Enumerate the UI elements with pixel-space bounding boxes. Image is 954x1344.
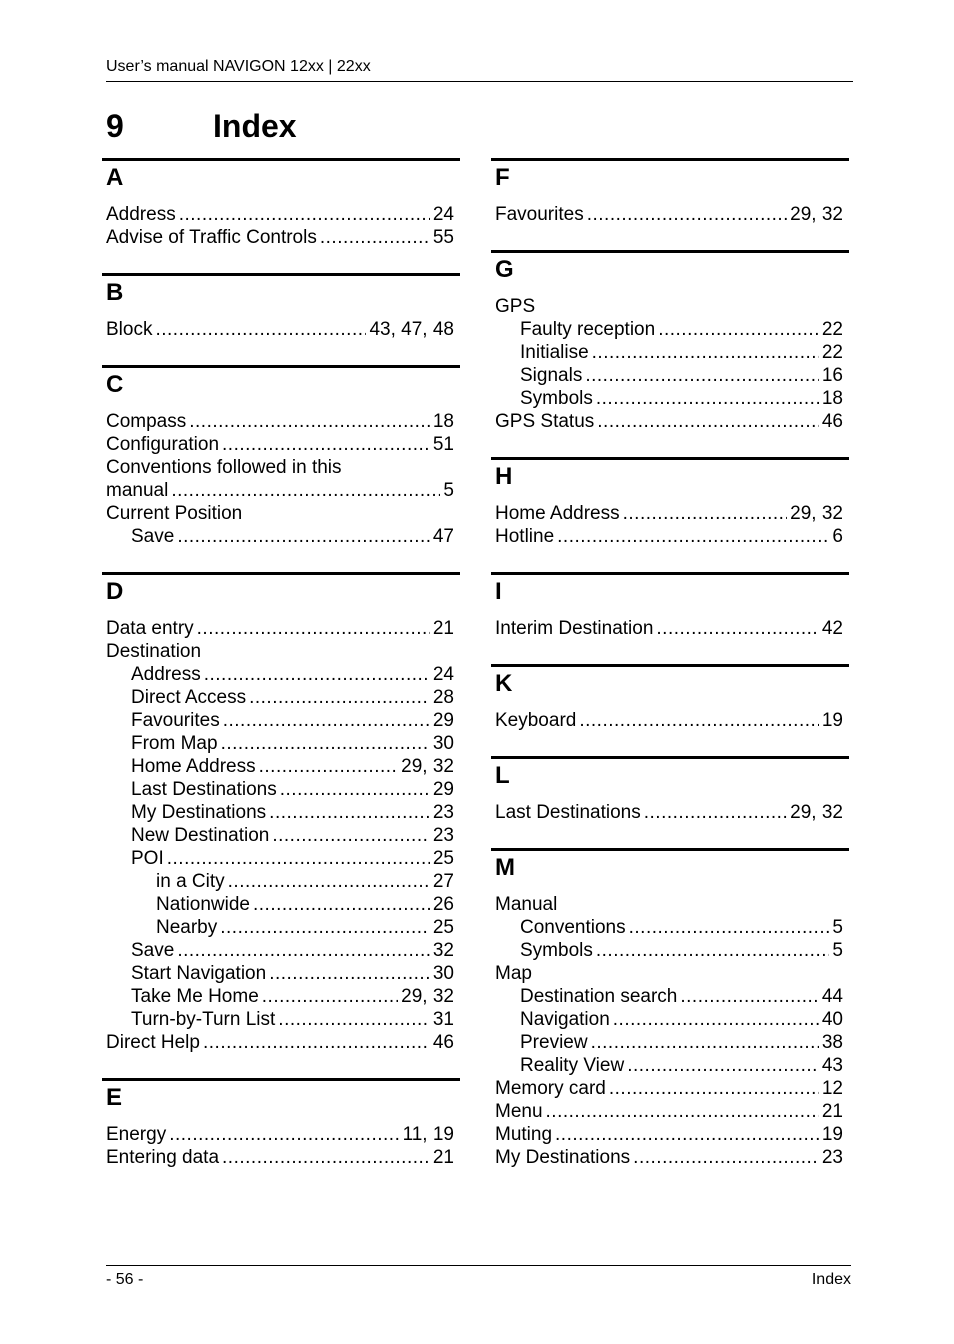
entry-term: Block xyxy=(106,319,153,340)
index-entry xyxy=(495,364,843,387)
entry-pages: 29 xyxy=(432,710,454,731)
index-entry xyxy=(495,410,843,433)
index-entry xyxy=(106,502,454,525)
index-entry xyxy=(106,663,454,686)
index-entry xyxy=(495,617,843,640)
entry-term: Save xyxy=(131,526,175,547)
entry-pages: 5 xyxy=(832,917,843,938)
index-entry xyxy=(106,433,454,456)
index-section-m xyxy=(491,848,849,1169)
index-entry xyxy=(106,893,454,916)
entry-term: Favourites xyxy=(131,710,220,731)
entry-pages: 31 xyxy=(432,1009,454,1030)
section-entries xyxy=(491,491,849,548)
entry-term: Symbols xyxy=(520,940,593,961)
dot-leader xyxy=(629,916,830,939)
section-letter: F xyxy=(495,164,510,191)
section-letter: C xyxy=(106,371,124,398)
dot-leader xyxy=(171,479,440,502)
entry-pages: 55 xyxy=(432,227,454,248)
entry-pages: 24 xyxy=(432,204,454,225)
entry-term: Favourites xyxy=(495,204,584,225)
section-letter: A xyxy=(106,164,124,191)
dot-leader xyxy=(220,916,430,939)
index-section-h xyxy=(491,457,849,548)
entry-term: Nationwide xyxy=(156,894,250,915)
entry-pages: 5 xyxy=(443,480,454,501)
entry-pages: 23 xyxy=(821,1147,843,1168)
entry-term: Entering data xyxy=(106,1147,220,1168)
dot-leader xyxy=(557,525,829,548)
entry-pages: 27 xyxy=(432,871,454,892)
dot-leader xyxy=(269,962,430,985)
entry-pages: 46 xyxy=(432,1032,454,1053)
index-entry xyxy=(106,755,454,778)
entry-pages: 25 xyxy=(432,848,454,869)
entry-term: Advise of Traffic Controls xyxy=(106,227,317,248)
section-letter: I xyxy=(495,578,502,605)
dot-leader xyxy=(579,709,819,732)
entry-term: Reality View xyxy=(520,1055,625,1076)
dot-leader xyxy=(585,364,819,387)
index-section-k xyxy=(491,664,849,732)
entry-term: Faulty reception xyxy=(520,319,656,340)
index-entry xyxy=(495,801,843,824)
section-letter: B xyxy=(106,279,124,306)
entry-pages: 43, 47, 48 xyxy=(369,319,454,340)
dot-leader xyxy=(221,732,430,755)
entry-pages: 42 xyxy=(821,618,843,639)
index-entry xyxy=(495,1123,843,1146)
entry-term: Direct Access xyxy=(131,687,247,708)
section-entries xyxy=(491,790,849,824)
dot-leader xyxy=(320,226,430,249)
dot-leader xyxy=(656,617,818,640)
entry-pages: 19 xyxy=(821,710,843,731)
index-entry xyxy=(106,410,454,433)
section-entries xyxy=(491,192,849,226)
index-entry xyxy=(495,916,843,939)
index-entry xyxy=(106,203,454,226)
index-entry xyxy=(106,479,454,502)
entry-pages: 22 xyxy=(821,342,843,363)
entry-term: Destination xyxy=(106,641,202,662)
dot-leader xyxy=(555,1123,819,1146)
entry-term: Direct Help xyxy=(106,1032,200,1053)
entry-term: Navigation xyxy=(520,1009,610,1030)
chapter-title: Index xyxy=(213,108,297,144)
entry-term: My Destinations xyxy=(495,1147,631,1168)
dot-leader xyxy=(223,709,430,732)
entry-term: Conventions xyxy=(520,917,626,938)
entry-term: Address xyxy=(106,204,176,225)
index-entry xyxy=(106,847,454,870)
entry-term: Symbols xyxy=(520,388,593,409)
index-entry xyxy=(106,709,454,732)
index-entry xyxy=(495,985,843,1008)
dot-leader xyxy=(644,801,787,824)
entry-pages: 47 xyxy=(432,526,454,547)
entry-pages: 44 xyxy=(821,986,843,1007)
index-entry xyxy=(106,801,454,824)
entry-term: POI xyxy=(131,848,164,869)
chapter-number: 9 xyxy=(106,108,124,144)
dot-leader xyxy=(249,686,430,709)
index-section-b xyxy=(102,273,460,341)
dot-leader xyxy=(592,341,819,364)
index-entry xyxy=(495,1077,843,1100)
dot-leader xyxy=(658,318,819,341)
index-section-f xyxy=(491,158,849,226)
entry-term: Signals xyxy=(520,365,583,386)
index-entry xyxy=(495,939,843,962)
entry-term: GPS xyxy=(495,296,536,317)
entry-pages: 29, 32 xyxy=(401,756,454,777)
dot-leader xyxy=(596,387,819,410)
entry-pages: 29, 32 xyxy=(401,986,454,1007)
index-entry xyxy=(106,640,454,663)
footer-section: Index xyxy=(811,1271,851,1288)
entry-pages: 46 xyxy=(821,411,843,432)
index-entry xyxy=(495,893,843,916)
index-entry xyxy=(495,318,843,341)
entry-pages: 29, 32 xyxy=(790,204,843,225)
entry-term: Start Navigation xyxy=(131,963,267,984)
entry-pages: 11, 19 xyxy=(402,1124,454,1145)
entry-term: Conventions followed in this xyxy=(106,457,342,478)
section-letter: D xyxy=(106,578,124,605)
entry-term: Memory card xyxy=(495,1078,606,1099)
dot-leader xyxy=(253,893,430,916)
entry-term: Interim Destination xyxy=(495,618,654,639)
dot-leader xyxy=(680,985,818,1008)
entry-pages: 32 xyxy=(432,940,454,961)
index-entry xyxy=(106,916,454,939)
dot-leader xyxy=(222,433,430,456)
entry-term: Save xyxy=(131,940,175,961)
entry-pages: 38 xyxy=(821,1032,843,1053)
index-entry xyxy=(106,686,454,709)
index-section-c xyxy=(102,365,460,548)
index-entry xyxy=(106,1146,454,1169)
index-entry xyxy=(495,295,843,318)
entry-term: Data entry xyxy=(106,618,194,639)
index-entry xyxy=(106,1031,454,1054)
entry-pages: 19 xyxy=(821,1124,843,1145)
entry-pages: 21 xyxy=(432,618,454,639)
entry-term: New Destination xyxy=(131,825,270,846)
page-number: - 56 - xyxy=(106,1271,144,1288)
section-entries xyxy=(102,192,460,249)
entry-pages: 18 xyxy=(821,388,843,409)
index-entry xyxy=(495,203,843,226)
index-column-left xyxy=(102,158,460,1169)
entry-pages: 30 xyxy=(432,733,454,754)
index-entry xyxy=(106,318,454,341)
dot-leader xyxy=(278,1008,430,1031)
section-entries xyxy=(491,606,849,640)
entry-term: Home Address xyxy=(131,756,256,777)
dot-leader xyxy=(262,985,398,1008)
dot-leader xyxy=(222,1146,430,1169)
dot-leader xyxy=(259,755,399,778)
section-letter: K xyxy=(495,670,513,697)
entry-pages: 26 xyxy=(432,894,454,915)
index-entry xyxy=(106,939,454,962)
dot-leader xyxy=(591,1031,819,1054)
entry-term: Keyboard xyxy=(495,710,577,731)
dot-leader xyxy=(627,1054,819,1077)
dot-leader xyxy=(228,870,430,893)
index-entry xyxy=(495,1031,843,1054)
dot-leader xyxy=(177,525,430,548)
index-entry xyxy=(106,456,454,479)
dot-leader xyxy=(189,410,430,433)
header-text: User’s manual NAVIGON 12xx | 22xx xyxy=(106,58,371,75)
index-entry xyxy=(106,1123,454,1146)
entry-term: Compass xyxy=(106,411,187,432)
entry-pages: 28 xyxy=(432,687,454,708)
index-entry xyxy=(495,341,843,364)
entry-pages: 29 xyxy=(432,779,454,800)
dot-leader xyxy=(597,410,819,433)
section-entries xyxy=(102,1112,460,1169)
section-entries xyxy=(491,882,849,1169)
index-entry xyxy=(495,1054,843,1077)
entry-pages: 43 xyxy=(821,1055,843,1076)
dot-leader xyxy=(177,939,430,962)
index-entry xyxy=(495,502,843,525)
entry-term: Preview xyxy=(520,1032,588,1053)
index-entry xyxy=(106,824,454,847)
entry-pages: 22 xyxy=(821,319,843,340)
index-entry xyxy=(106,962,454,985)
entry-pages: 18 xyxy=(432,411,454,432)
index-entry xyxy=(495,525,843,548)
page-footer xyxy=(106,1265,851,1290)
entry-term: Last Destinations xyxy=(495,802,641,823)
dot-leader xyxy=(280,778,430,801)
entry-pages: 6 xyxy=(832,526,843,547)
entry-term: Map xyxy=(495,963,532,984)
entry-pages: 23 xyxy=(432,825,454,846)
index-entry xyxy=(495,1100,843,1123)
entry-term: Muting xyxy=(495,1124,553,1145)
entry-term: Current Position xyxy=(106,503,243,524)
entry-pages: 12 xyxy=(821,1078,843,1099)
section-letter: L xyxy=(495,762,510,789)
index-entry xyxy=(106,617,454,640)
index-entry xyxy=(106,525,454,548)
entry-term: My Destinations xyxy=(131,802,267,823)
chapter-heading xyxy=(106,106,297,146)
index-section-g xyxy=(491,250,849,433)
entry-pages: 29, 32 xyxy=(790,802,843,823)
dot-leader xyxy=(613,1008,819,1031)
index-entry xyxy=(106,985,454,1008)
entry-term: Configuration xyxy=(106,434,220,455)
section-letter: H xyxy=(495,463,513,490)
section-letter: M xyxy=(495,854,515,881)
entry-pages: 51 xyxy=(432,434,454,455)
index-entry xyxy=(495,962,843,985)
entry-pages: 29, 32 xyxy=(790,503,843,524)
index-column-right xyxy=(491,158,849,1169)
index-entry xyxy=(495,387,843,410)
entry-term: Destination search xyxy=(520,986,678,1007)
entry-term: Energy xyxy=(106,1124,167,1145)
index-section-a xyxy=(102,158,460,249)
index-entry xyxy=(106,732,454,755)
entry-term: Last Destinations xyxy=(131,779,277,800)
entry-term: Turn-by-Turn List xyxy=(131,1009,276,1030)
entry-term: Address xyxy=(131,664,201,685)
index-entry xyxy=(495,709,843,732)
entry-term: in a City xyxy=(156,871,225,892)
index-entry xyxy=(106,226,454,249)
index-entry xyxy=(106,1008,454,1031)
index-section-l xyxy=(491,756,849,824)
index-entry xyxy=(106,778,454,801)
dot-leader xyxy=(204,663,430,686)
dot-leader xyxy=(155,318,366,341)
index-section-i xyxy=(491,572,849,640)
entry-pages: 21 xyxy=(821,1101,843,1122)
section-entries xyxy=(491,698,849,732)
entry-pages: 23 xyxy=(432,802,454,823)
index-entry xyxy=(106,870,454,893)
index-section-e xyxy=(102,1078,460,1169)
dot-leader xyxy=(272,824,430,847)
index-entry xyxy=(495,1008,843,1031)
entry-term: Home Address xyxy=(495,503,620,524)
dot-leader xyxy=(269,801,430,824)
entry-pages: 30 xyxy=(432,963,454,984)
entry-term: Take Me Home xyxy=(131,986,259,1007)
entry-pages: 5 xyxy=(832,940,843,961)
entry-pages: 16 xyxy=(821,365,843,386)
section-entries xyxy=(102,307,460,341)
entry-pages: 21 xyxy=(432,1147,454,1168)
section-entries xyxy=(491,284,849,433)
entry-term: Hotline xyxy=(495,526,555,547)
index-entry xyxy=(495,1146,843,1169)
entry-pages: 40 xyxy=(821,1009,843,1030)
entry-term: Nearby xyxy=(156,917,218,938)
dot-leader xyxy=(197,617,430,640)
dot-leader xyxy=(609,1077,819,1100)
dot-leader xyxy=(169,1123,399,1146)
dot-leader xyxy=(179,203,430,226)
dot-leader xyxy=(633,1146,819,1169)
entry-pages: 24 xyxy=(432,664,454,685)
dot-leader xyxy=(596,939,830,962)
entry-term: From Map xyxy=(131,733,218,754)
section-entries xyxy=(102,606,460,1054)
entry-pages: 25 xyxy=(432,917,454,938)
index-section-d xyxy=(102,572,460,1054)
entry-term: manual xyxy=(106,480,169,501)
dot-leader xyxy=(623,502,788,525)
entry-term: Initialise xyxy=(520,342,589,363)
entry-term: Manual xyxy=(495,894,558,915)
dot-leader xyxy=(167,847,430,870)
dot-leader xyxy=(203,1031,430,1054)
section-letter: G xyxy=(495,256,514,283)
entry-term: GPS Status xyxy=(495,411,595,432)
section-letter: E xyxy=(106,1084,123,1111)
running-header xyxy=(106,57,853,82)
dot-leader xyxy=(546,1100,819,1123)
section-entries xyxy=(102,399,460,548)
entry-term: Menu xyxy=(495,1101,543,1122)
dot-leader xyxy=(587,203,787,226)
